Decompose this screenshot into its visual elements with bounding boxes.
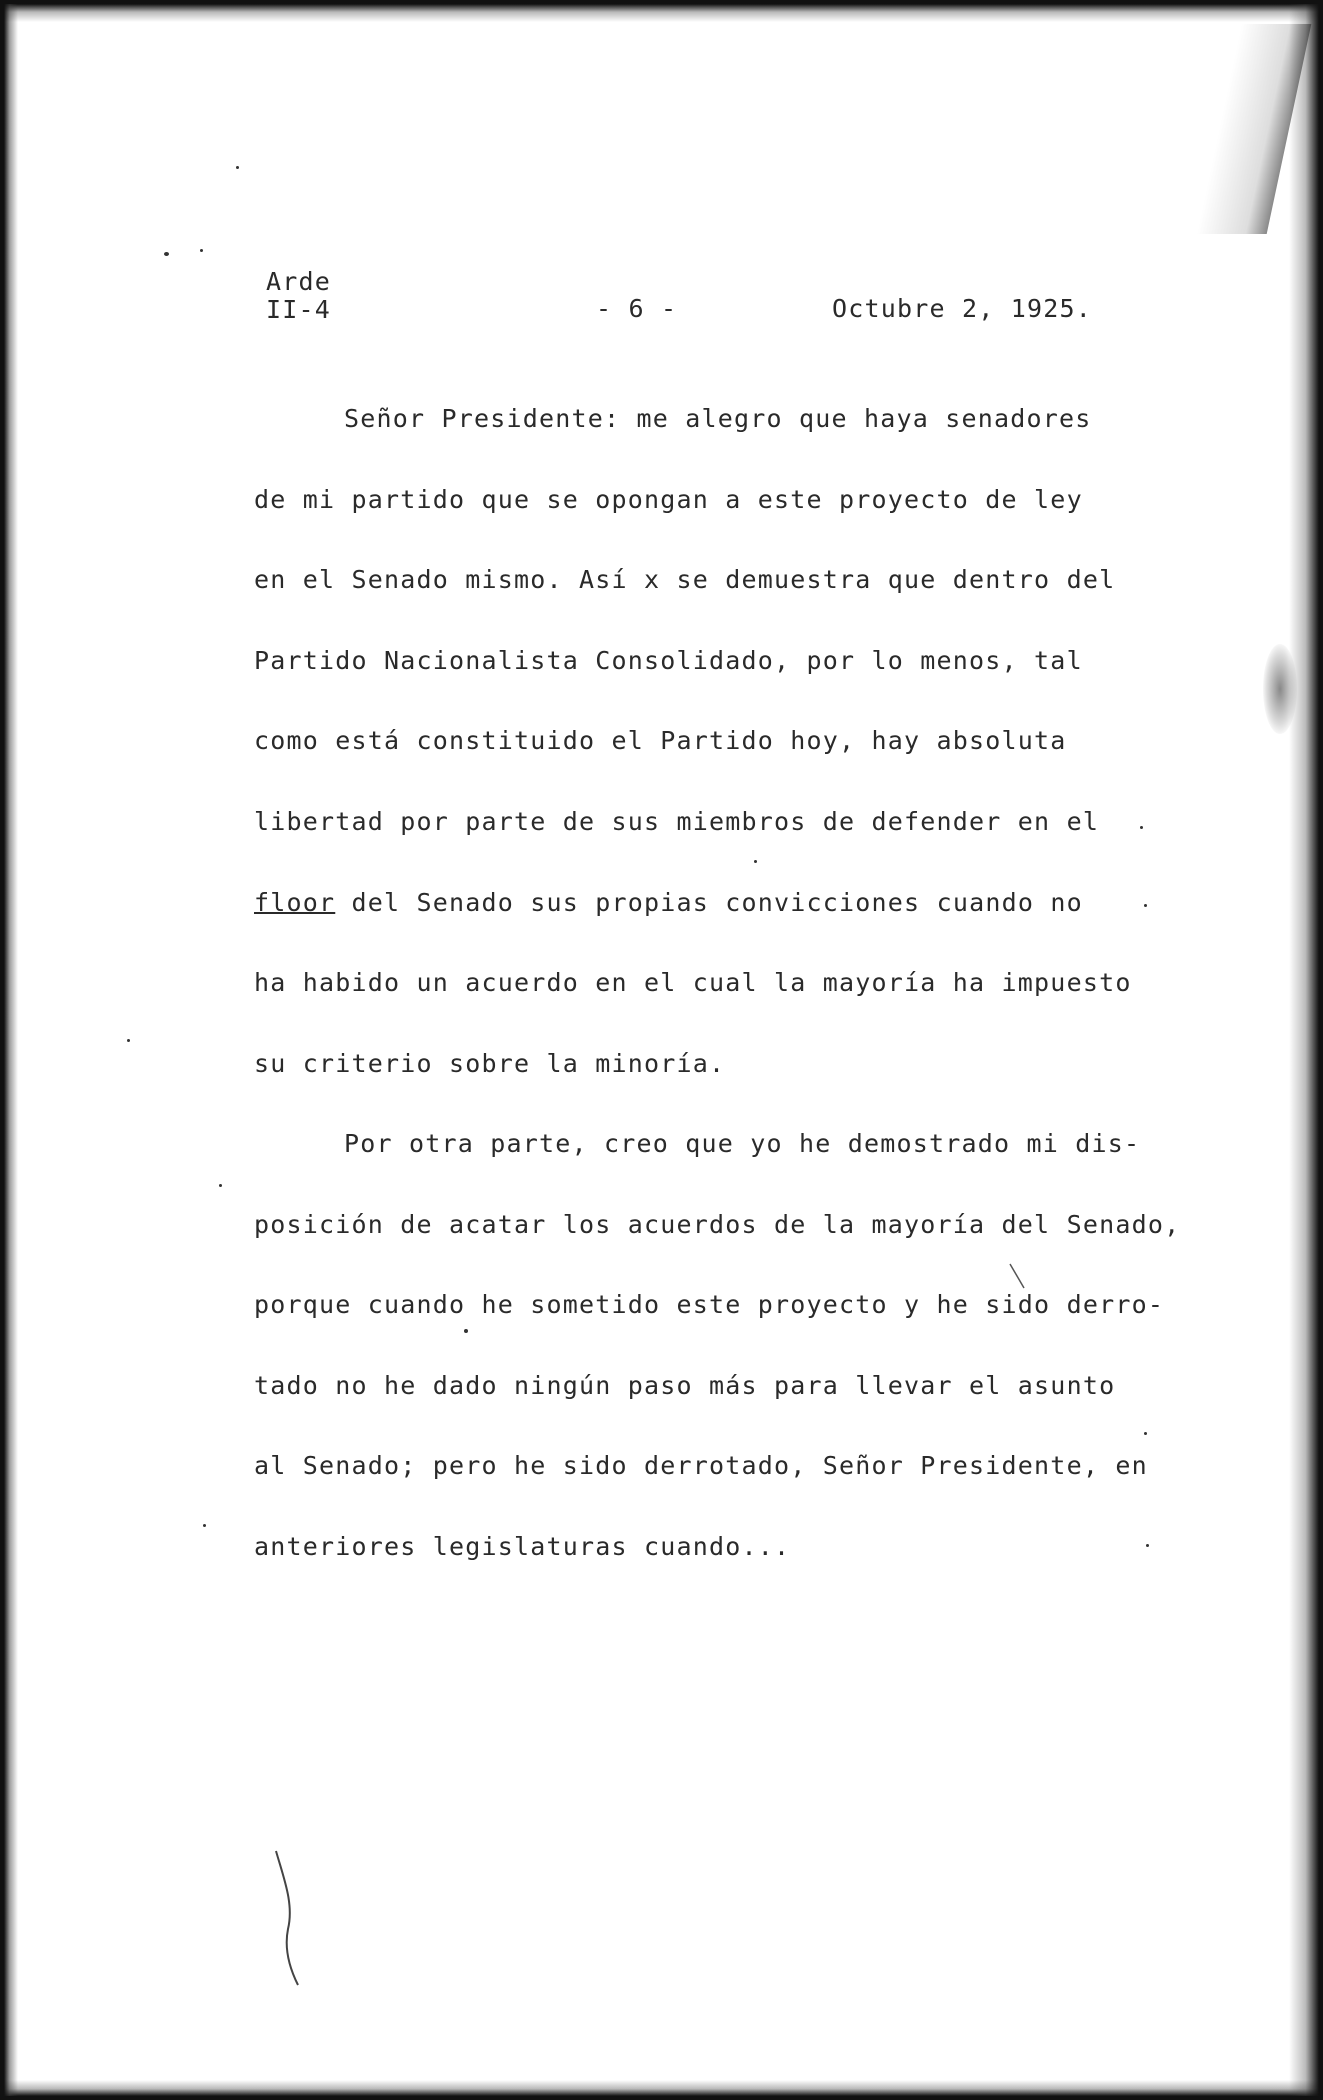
scan-edge-top [4,4,1323,22]
text-line: al Senado; pero he sido derrotado, Señor Presidente, en [254,1451,1148,1481]
paragraph-2 [254,1129,1181,1613]
document-code [266,268,331,324]
text-line: tado no he dado ningún paso más para llevar el asunto [254,1370,1116,1400]
text-line: ha habido un acuerdo en el cual la mayoría ha impuesto [254,968,1132,998]
speck-7 [219,1184,222,1187]
text-post: del Senado sus propias convicciones cuando no [335,887,1083,917]
underlined-word-floor: floor [254,887,336,917]
text-line: anteriores legislaturas cuando... [254,1531,791,1561]
text-line: libertad por parte de sus miembros de defender en el [254,806,1100,836]
pencil-tick-icon [1008,1262,1028,1292]
scan-edge-bottom [4,2080,1323,2096]
speck-8 [1144,1432,1147,1435]
text-line: su criterio sobre la minoría. [254,1048,726,1078]
scan-edge-right [1289,4,1319,2100]
speck-10 [203,1524,206,1527]
speck-2 [200,249,203,252]
scan-edge-left [4,4,18,2100]
pencil-mark-icon [266,1849,326,1989]
speck-9 [1146,1544,1149,1547]
text-line: en el Senado mismo. Así x se demuestra que dentro del [254,565,1116,595]
speck-6 [127,1039,130,1042]
document-date: Octubre 2, 1925. [832,294,1093,323]
text-line: posición de acatar los acuerdos de la mayoría del Senado, [254,1209,1181,1239]
document-code-line1: Arde [266,267,332,296]
document-code-line2: II-4 [266,295,332,324]
text-line: como está constituido el Partido hoy, hay absoluta [254,726,1067,756]
text-line: Partido Nacionalista Consolidado, por lo menos, tal [254,645,1083,675]
speck-3 [236,166,239,169]
text-line: de mi partido que se opongan a este proyecto de ley [254,484,1083,514]
text-line: Señor Presidente: me alegro que haya senadores [344,404,1092,433]
page-number: - 6 - [596,294,678,323]
ink-smudge [1263,644,1297,734]
text-line: porque cuando he sometido este proyecto y he sido derro- [254,1290,1165,1320]
text-line-floor [254,888,1114,969]
speck-5 [1144,904,1147,907]
speck-4 [1140,826,1143,829]
text-line: Por otra parte, creo que yo he demostrado mi dis- [344,1129,1141,1158]
paragraph-1 [254,404,1132,1129]
speck-1 [164,252,169,256]
